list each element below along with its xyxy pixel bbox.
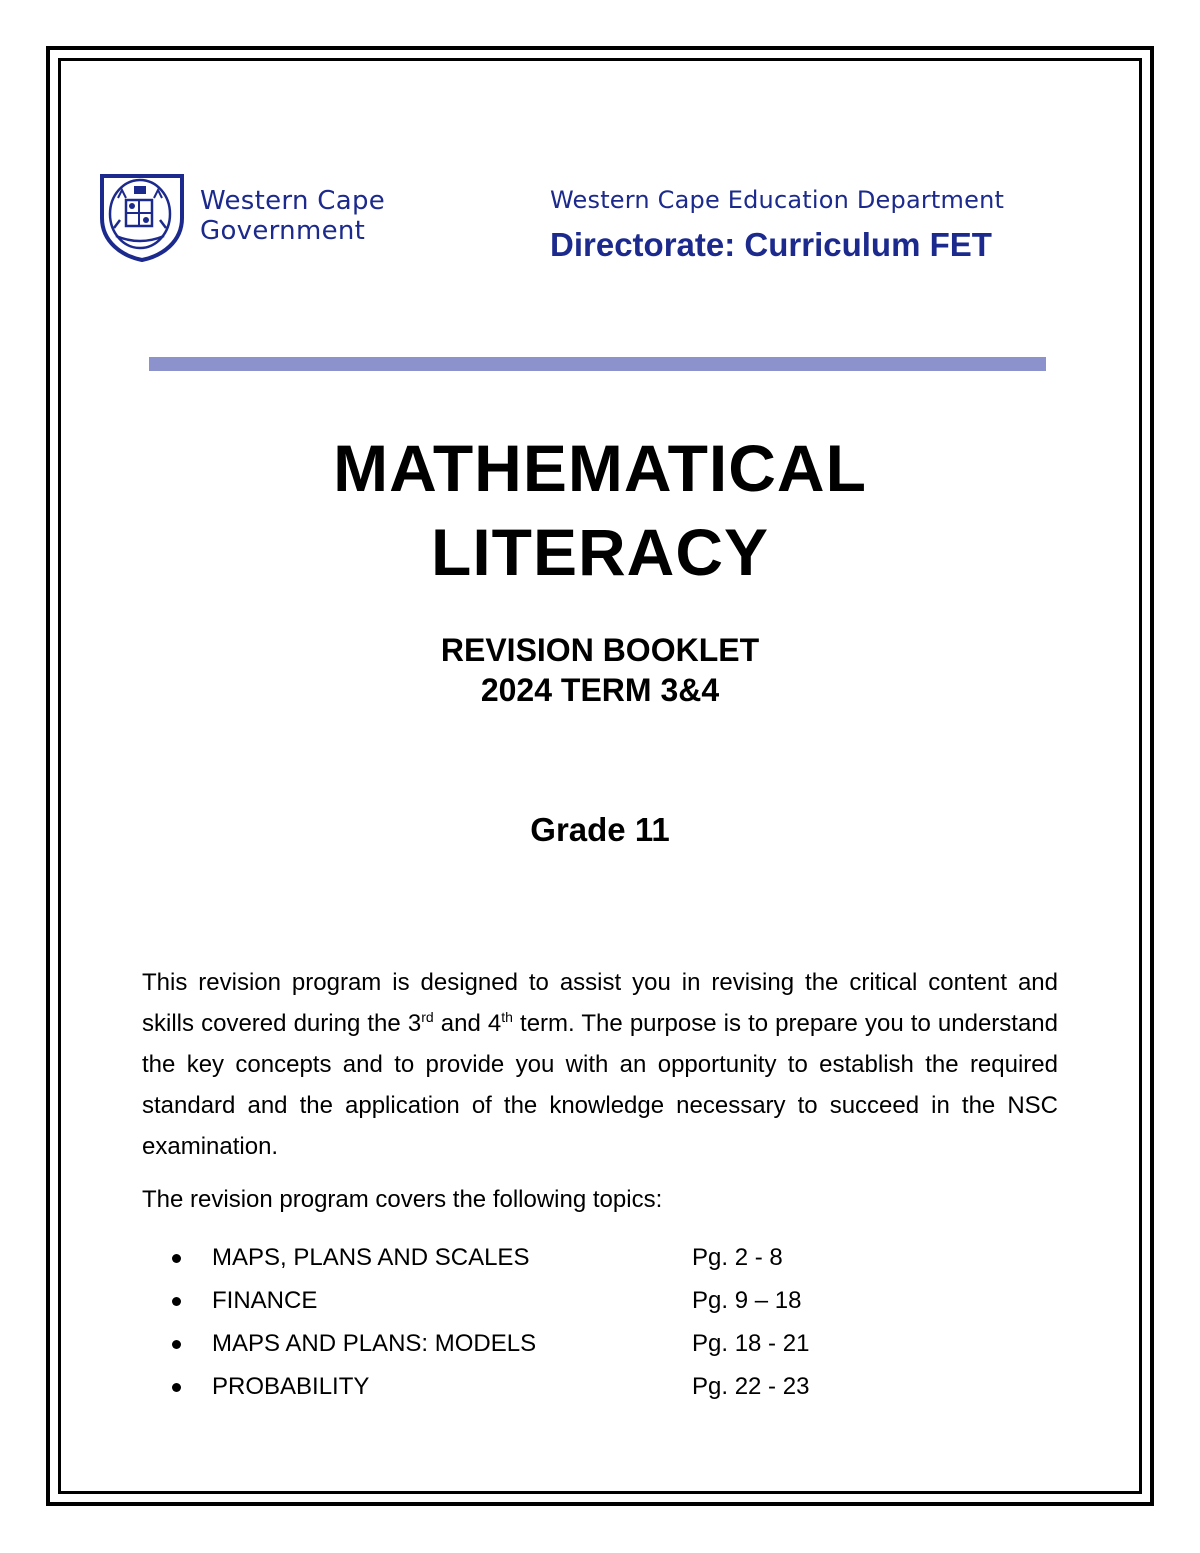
topic-item bbox=[172, 1369, 872, 1412]
bullet-icon bbox=[172, 1340, 181, 1349]
topic-pages: Pg. 18 - 21 bbox=[692, 1330, 810, 1357]
intro-paragraph bbox=[142, 962, 1058, 1167]
bullet-icon bbox=[172, 1383, 181, 1392]
western-cape-government-logo bbox=[96, 170, 416, 262]
grade-label: Grade 11 bbox=[530, 811, 670, 848]
document-title bbox=[0, 426, 1200, 594]
department-heading bbox=[550, 185, 1070, 267]
title-line1: MATHEMATICAL bbox=[333, 431, 867, 505]
intro-text-part3: term. The purpose is to prepare you to understand the key concepts and to provide you with an opportunity to establish the required standard and the application of the knowledge necessary to succeed in the NSC examination. bbox=[142, 1010, 1058, 1160]
subtitle-line2: 2024 TERM 3&4 bbox=[480, 672, 720, 708]
topic-item bbox=[172, 1283, 872, 1326]
intro-text-part2: and 4 bbox=[433, 1010, 502, 1037]
topic-pages: Pg. 2 - 8 bbox=[692, 1244, 783, 1271]
government-name-line1: Western Cape bbox=[200, 186, 386, 216]
topic-item bbox=[172, 1240, 872, 1283]
document-subtitle bbox=[0, 630, 1200, 710]
department-name: Western Cape Education Department bbox=[550, 186, 1005, 214]
topic-label: PROBABILITY bbox=[212, 1373, 370, 1400]
topic-label: MAPS AND PLANS: MODELS bbox=[212, 1330, 537, 1357]
topic-pages: Pg. 9 – 18 bbox=[692, 1287, 802, 1314]
topic-label: FINANCE bbox=[212, 1287, 318, 1314]
government-name bbox=[200, 186, 385, 246]
topics-list bbox=[172, 1240, 872, 1412]
intro-superscript-rd: rd bbox=[421, 1009, 434, 1025]
coat-of-arms-icon bbox=[96, 170, 188, 262]
topic-label: MAPS, PLANS AND SCALES bbox=[212, 1244, 530, 1271]
header-divider bbox=[149, 357, 1046, 371]
bullet-icon bbox=[172, 1297, 181, 1306]
topic-item bbox=[172, 1326, 872, 1369]
government-name-line2: Government bbox=[200, 216, 366, 246]
topics-intro: The revision program covers the following topics: bbox=[142, 1186, 663, 1213]
topic-pages: Pg. 22 - 23 bbox=[692, 1373, 810, 1400]
intro-superscript-th: th bbox=[501, 1009, 513, 1025]
title-line2: LITERACY bbox=[431, 515, 769, 589]
directorate-name: Directorate: Curriculum FET bbox=[550, 226, 992, 263]
intro-text-part1: This revision program is designed to assist you in revising the critical content and skills covered during the 3 bbox=[142, 969, 1058, 1037]
subtitle-line1: REVISION BOOKLET bbox=[440, 632, 760, 668]
bullet-icon bbox=[172, 1254, 181, 1263]
